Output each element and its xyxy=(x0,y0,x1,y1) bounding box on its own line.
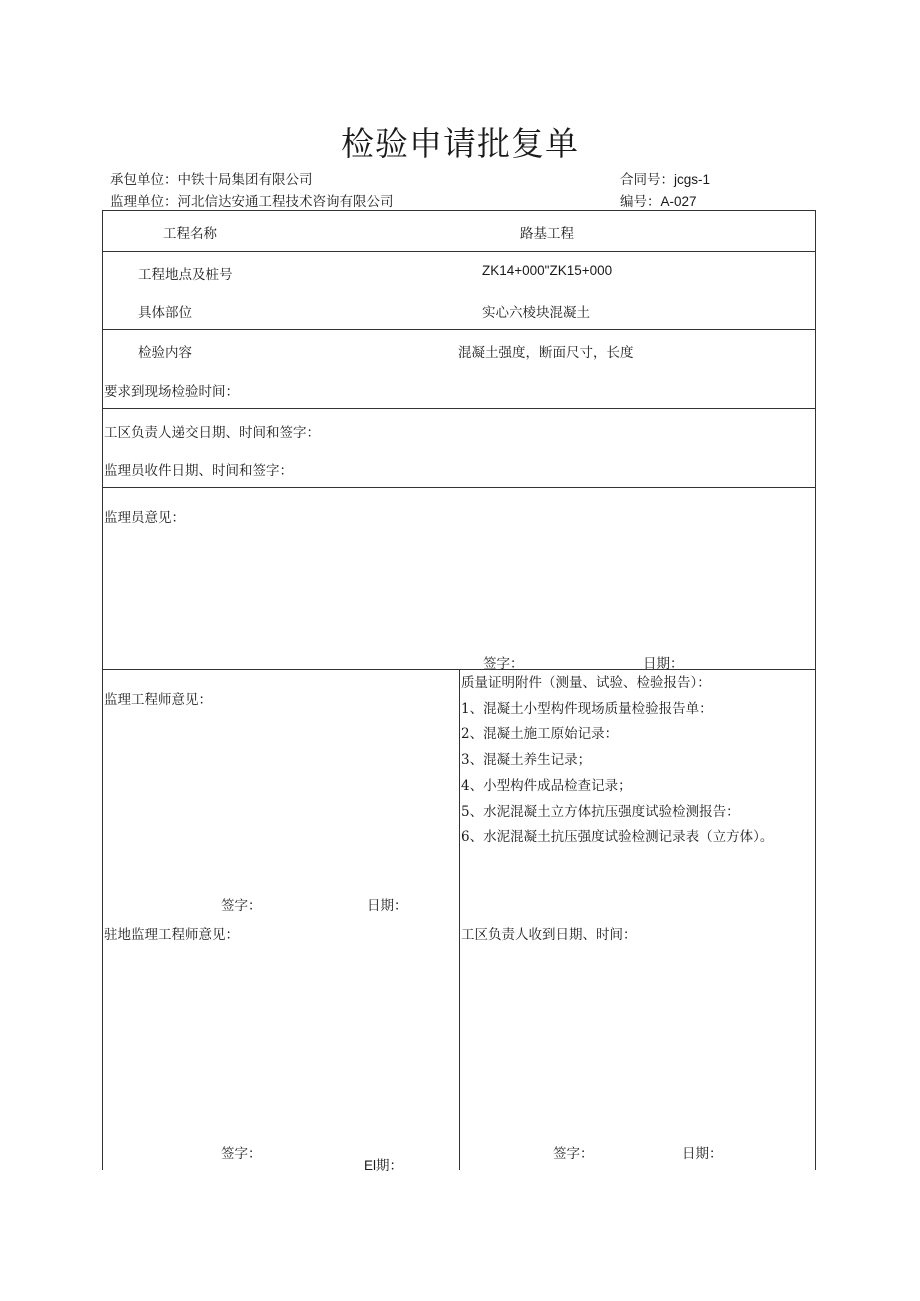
part-label: 具体部位 xyxy=(138,305,192,321)
resident-sign-label: 签字： xyxy=(221,1146,262,1162)
serial-row xyxy=(620,190,697,210)
table-middle-divider xyxy=(459,669,460,1170)
table-rule-2 xyxy=(102,329,815,330)
attachment-item: 6、水泥混凝土抗压强度试验检测记录表（立方体）。 xyxy=(461,829,774,845)
part-value: 实心六棱块混凝土 xyxy=(482,305,590,321)
resident-opinion-label: 驻地监理工程师意见： xyxy=(104,927,239,943)
table-top-border xyxy=(102,210,815,211)
attachments-title: 质量证明附件（测量、试验、检验报告）： xyxy=(461,675,711,691)
contractor-row xyxy=(110,168,313,188)
serial-value: A-027 xyxy=(660,194,697,209)
attachment-item: 2、混凝土施工原始记录： xyxy=(461,726,619,742)
supervisor-row xyxy=(110,190,394,210)
resident-date-label: El期： xyxy=(364,1158,404,1173)
table-right-border xyxy=(815,210,816,1170)
receive-label: 监理员收件日期、时间和签字： xyxy=(104,463,293,479)
attachment-item: 1、混凝土小型构件现场质量检验报告单： xyxy=(461,701,713,717)
serial-label: 编号： xyxy=(620,194,661,210)
location-value: ZK14+000"ZK15+000 xyxy=(482,263,613,278)
work-area-date-label: 日期： xyxy=(682,1146,723,1162)
contractor-value: 中铁十局集团有限公司 xyxy=(177,172,313,188)
contract-no-value: jcgs-1 xyxy=(674,172,711,187)
content-value: 混凝土强度，断面尺寸，长度 xyxy=(458,345,634,361)
engineer-date-label: 日期： xyxy=(367,898,408,914)
contract-no-row xyxy=(620,168,710,188)
submit-label: 工区负责人递交日期、时间和签字： xyxy=(104,425,320,441)
project-name-label: 工程名称 xyxy=(163,226,217,242)
supervisor-label: 监理单位： xyxy=(110,194,178,210)
engineer-opinion-label: 监理工程师意见： xyxy=(104,692,212,708)
supervisor-date-label: 日期： xyxy=(643,656,684,672)
attachment-item: 3、混凝土养生记录； xyxy=(461,752,592,768)
table-left-border xyxy=(102,210,103,1170)
work-area-receive-label: 工区负责人收到日期、时间： xyxy=(461,927,637,943)
document-title: 检验申请批复单 xyxy=(341,124,579,163)
attachment-item: 5、水泥混凝土立方体抗压强度试验检测报告： xyxy=(461,804,740,820)
attachment-item: 4、小型构件成品检查记录； xyxy=(461,778,632,794)
supervisor-sign-label: 签字： xyxy=(483,656,524,672)
supervisor-opinion-label: 监理员意见： xyxy=(104,510,185,526)
location-label: 工程地点及桩号 xyxy=(138,267,233,283)
work-area-sign-label: 签字： xyxy=(553,1146,594,1162)
contract-no-label: 合同号： xyxy=(620,172,674,188)
table-rule-3 xyxy=(102,408,815,409)
contractor-label: 承包单位： xyxy=(110,172,178,188)
supervisor-value: 河北信达安通工程技术咨询有限公司 xyxy=(177,194,394,210)
site-time-label: 要求到现场检验时间： xyxy=(104,384,239,400)
content-label: 检验内容 xyxy=(138,345,192,361)
table-rule-1 xyxy=(102,251,815,252)
project-name-value: 路基工程 xyxy=(520,226,574,242)
engineer-sign-label: 签字： xyxy=(221,898,262,914)
table-rule-4 xyxy=(102,487,815,488)
